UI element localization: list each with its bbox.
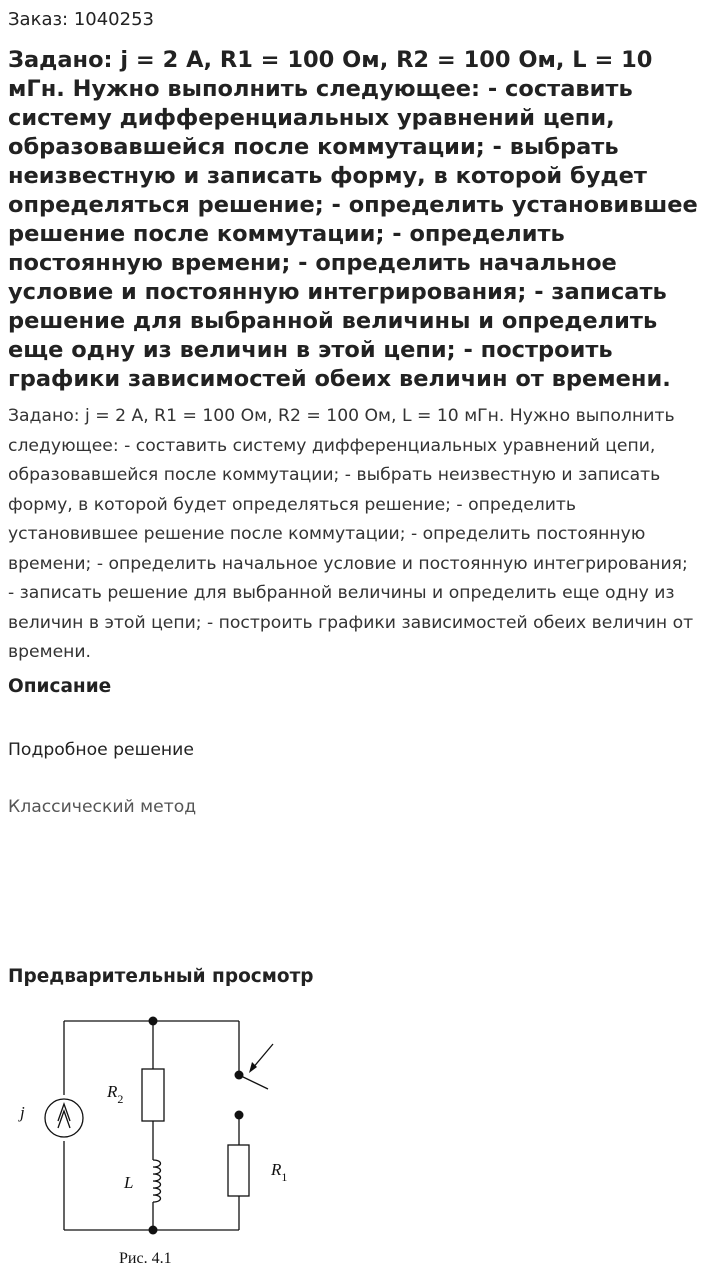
task-description: Задано: j = 2 А, R1 = 100 Ом, R2 = 100 Ом, L = 10 мГн. Нужно выполнить следующее: - составить систему дифференциальных уравнений цепи, образовавшейся после коммутации; - выбрать неизвестную и записать форму, в которой будет определяться решение; - определить установившее решение после коммутации; - определить постоянную времени; - определить начальное условие и постоянную интегрирования; - записать решение для выбранной величины и определить еще одну из величин в этой цепи; - построить графики зависимостей обеих величин от времени. <box>8 406 694 662</box>
classical-method-text: Классический метод <box>8 797 197 817</box>
circuit-diagram <box>0 1000 320 1288</box>
switch-icon <box>235 1044 274 1120</box>
description-heading: Описание <box>8 676 112 697</box>
node-bottom <box>149 1226 158 1235</box>
node-top <box>149 1017 158 1026</box>
resistor-r2 <box>142 1069 164 1121</box>
page-title: Задано: j = 2 А, R1 = 100 Ом, R2 = 100 Ом, L = 10 мГн. Нужно выполнить следующее: - составить систему дифференциальных уравнений цепи, образовавшейся после коммутации; - выбрать неизвестную и записать форму, в которой будет определяться решение; - определить установившее решение после коммутации; - определить постоянную времени; - определить начальное условие и постоянную интегрирования; - записать решение для выбранной величины и определить еще одну из величин в этой цепи; - построить графики зависимостей обеих величин от времени. <box>8 47 698 392</box>
label-r1: $R_1$ <box>271 1160 288 1184</box>
order-number: Заказ: 1040253 <box>8 9 154 30</box>
label-j: j <box>20 1103 25 1122</box>
resistor-r1 <box>228 1145 249 1196</box>
preview-heading: Предварительный просмотр <box>8 966 314 987</box>
figure-caption: Рис. 4.1 <box>119 1250 172 1267</box>
inductor-l <box>153 1160 161 1202</box>
current-source-icon <box>45 1099 83 1137</box>
circuit-wires <box>64 1021 239 1230</box>
detailed-solution-text: Подробное решение <box>8 740 194 760</box>
label-r2: $R_2$ <box>107 1082 124 1106</box>
label-l: L <box>124 1173 134 1192</box>
